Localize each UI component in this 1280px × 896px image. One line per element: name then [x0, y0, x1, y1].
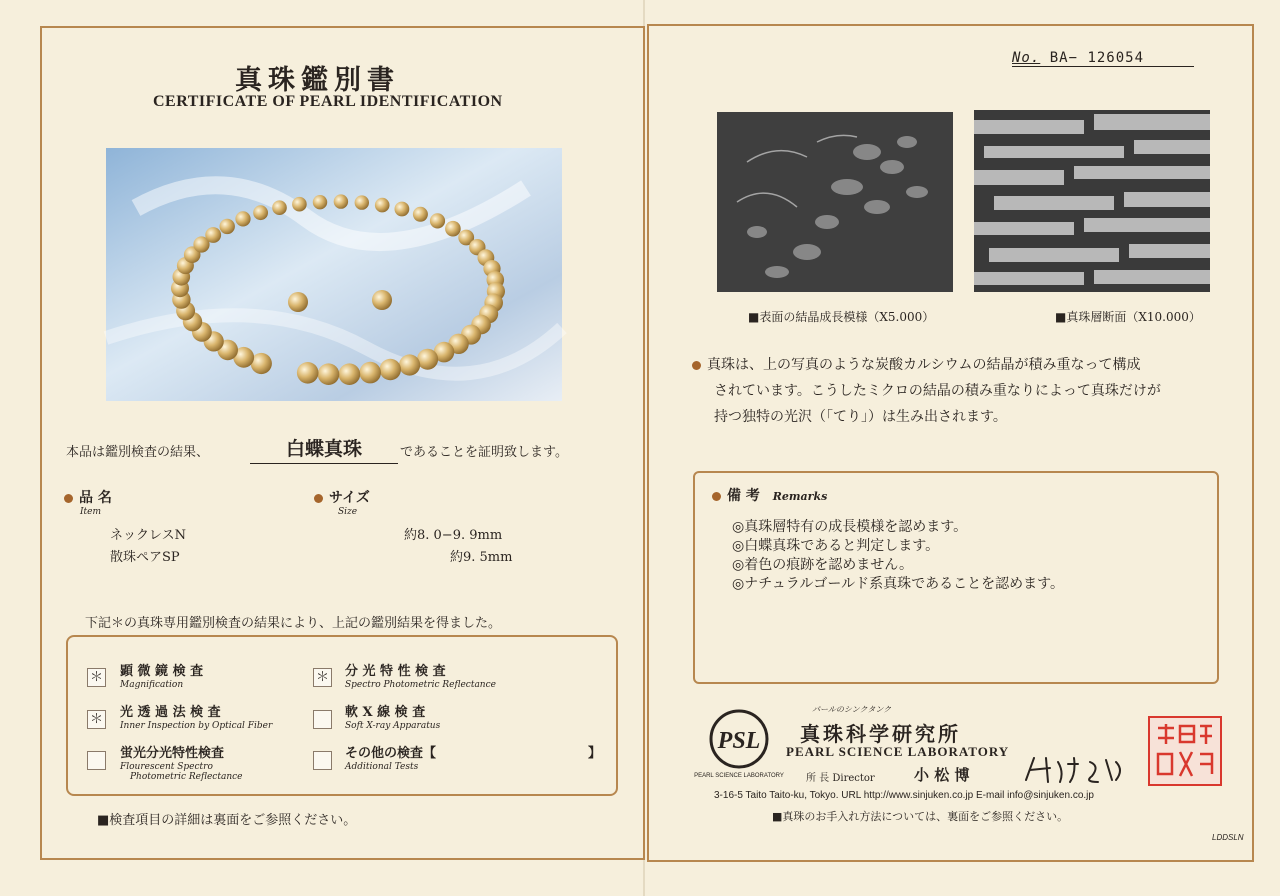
pearl-bead: [235, 211, 250, 226]
item-name: ネックレスN: [110, 528, 186, 543]
pearl-bead: [417, 349, 438, 370]
inspection-checkbox: ＊: [313, 668, 332, 687]
pearl-bead: [220, 219, 235, 234]
pearl-bead: [399, 354, 420, 375]
care-note: ■真珠のお手入れ方法については、裏面をご参照ください。: [772, 810, 1069, 823]
item-heading: 品 名: [64, 487, 112, 507]
loose-pearl: [372, 290, 392, 310]
pearl-bead: [297, 362, 319, 384]
result-suffix: であることを証明致します。: [400, 445, 568, 460]
remark-item: ◎ナチュラルゴールド系真珠であることを認めます。: [732, 576, 1064, 592]
pearl-bead: [272, 200, 287, 215]
loose-pearl: [288, 292, 308, 312]
explanation-line: 持つ独特の光沢（「てり」）は生み出されます。: [714, 409, 1007, 425]
pearl-bead: [430, 213, 445, 228]
remark-item: ◎着色の痕跡を認めません。: [732, 557, 914, 573]
pearl-bead: [395, 202, 410, 217]
pearl-bead: [313, 195, 327, 209]
micrograph-caption: ■表面の結晶成長模様（X5.000）: [748, 310, 935, 324]
pearl-bead: [413, 207, 428, 222]
pearl-bead: [318, 363, 340, 385]
pearl-bead: [380, 359, 401, 380]
pearl-bead: [359, 362, 381, 384]
lab-name-jp: 真珠科学研究所: [800, 722, 961, 746]
micrograph-surface: [717, 112, 953, 292]
item-name: 散珠ペアSP: [110, 550, 180, 565]
title-en: CERTIFICATE OF PEARL IDENTIFICATION: [153, 93, 503, 110]
inspection-checkbox: [313, 710, 332, 729]
bullet-icon: [314, 494, 323, 503]
pearl-bead: [375, 198, 390, 213]
explanation: [692, 352, 1232, 430]
pearl-bead: [355, 195, 369, 209]
bullet-icon: [64, 494, 73, 503]
remarks-heading: 備 考 Remarks: [712, 485, 827, 505]
micrograph-caption: ■真珠層断面（X10.000）: [1055, 310, 1201, 324]
pearl-bead: [205, 227, 221, 243]
bullet-icon: [712, 492, 721, 501]
lab-address: 3-16-5 Taito Taito-ku, Tokyo. URL http://www.sinjuken.co.jp E-mail info@sinjuken.co.jp: [714, 790, 1094, 801]
item-heading-en: Item: [80, 507, 102, 517]
lab-kana: パールのシンクタンク: [812, 705, 892, 714]
pearl-necklace-photo: [106, 148, 562, 401]
explanation-line: されています。こうしたミクロの結晶の積み重なりによって真珠だけが: [714, 383, 1161, 399]
inspection-intro: 下記＊の真珠専用鑑別検査の結果により、上記の鑑別結果を得ました。: [85, 616, 502, 631]
psl-logo: [694, 706, 784, 780]
pearl-bead: [292, 197, 307, 212]
remark-item: ◎白蝶真珠であると判定します。: [732, 538, 940, 554]
inspection-sub: Spectro Photometric Reflectance: [345, 680, 496, 690]
lab-name-en: PEARL SCIENCE LABORATORY: [786, 744, 1010, 759]
director-prefix: 所 長 Director: [806, 773, 875, 784]
inspection-sub: Inner Inspection by Optical Fiber: [120, 721, 273, 731]
result-prefix: 本品は鑑別検査の結果、: [66, 445, 210, 460]
svg-text:PEARL SCIENCE LABORATORY: PEARL SCIENCE LABORATORY: [694, 773, 784, 779]
inspection-checkbox: [313, 751, 332, 770]
official-seal: [1148, 716, 1222, 786]
title-jp: 真珠鑑別書: [235, 65, 400, 96]
remark-item: ◎真珠層特有の成長模様を認めます。: [732, 519, 968, 535]
inspection-label: 軟 X 線 検 査: [345, 705, 426, 720]
svg-text:PSL: PSL: [717, 728, 761, 754]
inspection-label: 蛍光分光特性検査: [120, 746, 225, 761]
inspection-checkbox: ＊: [87, 668, 106, 687]
explanation-line: 真珠は、上の写真のような炭酸カルシウムの結晶が積み重なって構成: [692, 352, 1232, 378]
inspection-label: 光 透 過 法 検 査: [120, 705, 221, 720]
left-footnote: ■検査項目の詳細は裏面をご参照ください。: [97, 813, 357, 828]
item-size: 約9. 5mm: [450, 550, 513, 565]
inspection-sub: Photometric Reflectance: [130, 772, 243, 782]
inspection-sub: Flourescent Spectro: [120, 762, 213, 772]
director-name: 小 松 博: [914, 766, 970, 784]
inspection-checkbox: [87, 751, 106, 770]
inspection-sub: Magnification: [120, 680, 184, 690]
pearl-bead: [339, 363, 361, 385]
inspection-sub: Additional Tests: [345, 762, 419, 772]
pearl-bead: [334, 194, 348, 208]
pearl-bead: [445, 221, 461, 237]
micrograph-cross-section: [974, 110, 1210, 292]
pearl-bead: [253, 205, 268, 220]
inspection-label: その他の検査【: [345, 746, 437, 761]
inspection-label: 分 光 特 性 検 査: [345, 664, 446, 679]
inspection-label-end: 】: [588, 746, 602, 761]
inspection-label: 顕 微 鏡 検 査: [120, 664, 204, 679]
director-signature: [1020, 752, 1130, 788]
result-value: 白蝶真珠: [250, 434, 398, 464]
inspection-sub: Soft X-ray Apparatus: [345, 721, 441, 731]
remarks-list: [732, 518, 1064, 594]
size-heading: サイズ: [314, 487, 370, 507]
item-size: 約8. 0−9. 9mm: [404, 528, 503, 543]
document-code: LDDSLN: [1212, 833, 1244, 842]
certificate-number: No. BA− 126054: [1012, 50, 1194, 67]
size-heading-en: Size: [338, 507, 358, 517]
inspection-checkbox: ＊: [87, 710, 106, 729]
bullet-icon: [692, 361, 701, 370]
